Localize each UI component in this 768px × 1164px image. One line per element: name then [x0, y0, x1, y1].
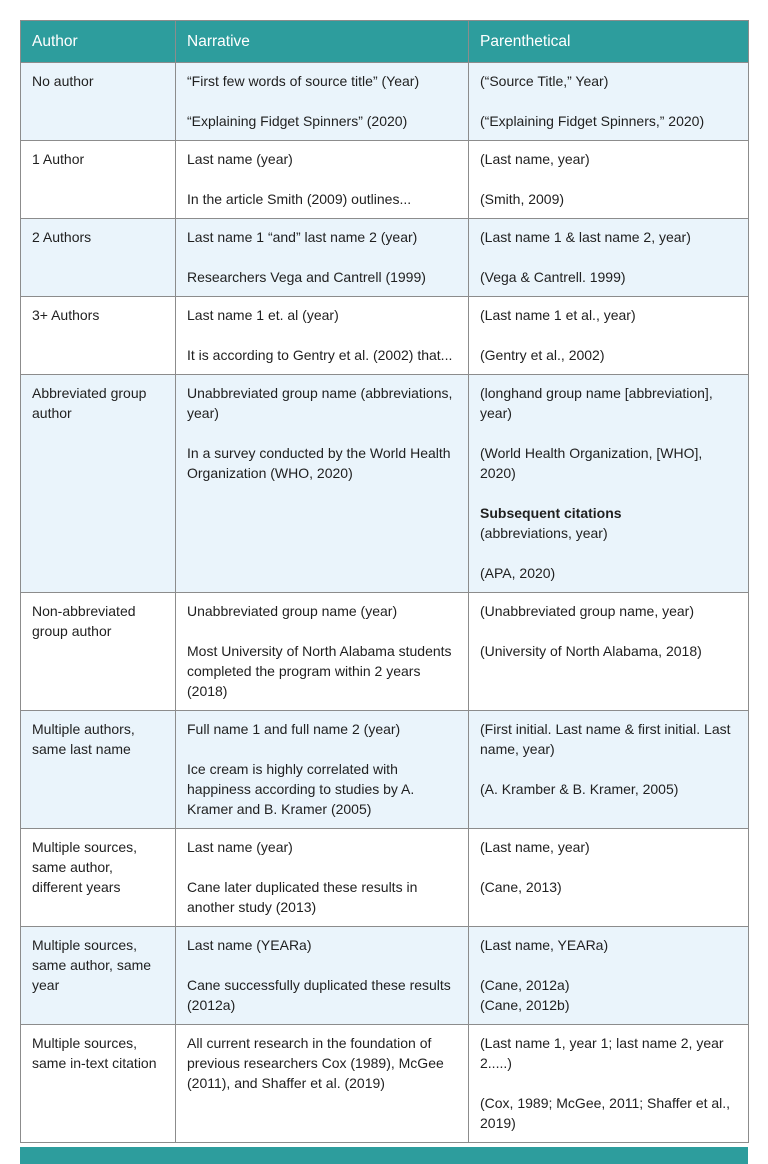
table-row	[21, 141, 749, 219]
parenthetical-cell	[469, 593, 749, 711]
paragraph: (Vega & Cantrell. 1999)	[480, 269, 626, 285]
narrative-cell	[176, 593, 469, 711]
paragraph: (“Source Title,” Year)	[480, 73, 609, 89]
paragraph: Ice cream is highly correlated with happiness according to studies by A. Kramer and B. Kramer (2005)	[187, 761, 415, 817]
author-cell: 1 Author	[21, 141, 176, 219]
author-cell: Multiple sources, same author, different years	[21, 829, 176, 927]
author-cell: Abbreviated group author	[21, 375, 176, 593]
narrative-cell	[176, 375, 469, 593]
author-cell: Multiple sources, same in-text citation	[21, 1025, 176, 1143]
author-cell: 2 Authors	[21, 219, 176, 297]
parenthetical-cell	[469, 927, 749, 1025]
paragraph: Last name (year)	[187, 151, 293, 167]
narrative-cell	[176, 829, 469, 927]
parenthetical-cell	[469, 141, 749, 219]
header-cell-parenthetical: Parenthetical	[469, 21, 749, 63]
table-row	[21, 593, 749, 711]
narrative-cell	[176, 141, 469, 219]
paragraph: (Cane, 2013)	[480, 879, 562, 895]
paragraph: (Last name 1 et al., year)	[480, 307, 636, 323]
paragraph: Unabbreviated group name (year)	[187, 603, 398, 619]
parenthetical-cell	[469, 711, 749, 829]
paragraph: (University of North Alabama, 2018)	[480, 643, 702, 659]
paragraph: (Cox, 1989; McGee, 2011; Shaffer et al., 2019)	[480, 1095, 731, 1131]
citation-table	[20, 20, 749, 1143]
paragraph: Last name 1 et. al (year)	[187, 307, 339, 323]
parenthetical-cell	[469, 219, 749, 297]
author-cell: No author	[21, 63, 176, 141]
paragraph: (longhand group name [abbreviation], year)	[480, 385, 713, 421]
table-row	[21, 829, 749, 927]
parenthetical-cell	[469, 297, 749, 375]
paragraph: In a survey conducted by the World Health Organization (WHO, 2020)	[187, 445, 451, 481]
header-cell-narrative: Narrative	[176, 21, 469, 63]
table-row	[21, 219, 749, 297]
paragraph: Last name (YEARa)	[187, 937, 312, 953]
author-cell: Multiple sources, same author, same year	[21, 927, 176, 1025]
bottom-teal-bar	[20, 1147, 748, 1164]
paragraph: (Last name, year)	[480, 151, 590, 167]
paragraph: Cane successfully duplicated these results (2012a)	[187, 977, 451, 1013]
paragraph: (Smith, 2009)	[480, 191, 565, 207]
paragraph: Unabbreviated group name (abbreviations, year)	[187, 385, 453, 421]
paragraph: Most University of North Alabama students completed the program within 2 years (2018)	[187, 643, 452, 699]
paragraph: All current research in the foundation of previous researchers Cox (1989), McGee (2011), and Shaffer et al. (2019)	[187, 1035, 444, 1091]
paragraph: (Last name, YEARa)	[480, 937, 609, 953]
table-header-row	[21, 21, 749, 63]
parenthetical-cell	[469, 1025, 749, 1143]
parenthetical-cell	[469, 829, 749, 927]
table-row	[21, 375, 749, 593]
paragraph: It is according to Gentry et al. (2002) that...	[187, 347, 453, 363]
author-cell: Multiple authors, same last name	[21, 711, 176, 829]
narrative-cell	[176, 927, 469, 1025]
narrative-cell	[176, 711, 469, 829]
narrative-cell	[176, 1025, 469, 1143]
narrative-cell	[176, 297, 469, 375]
narrative-cell	[176, 63, 469, 141]
paragraph: Last name 1 “and” last name 2 (year)	[187, 229, 418, 245]
header-cell-author: Author	[21, 21, 176, 63]
paragraph: (A. Kramber & B. Kramer, 2005)	[480, 781, 679, 797]
paragraph: (Unabbreviated group name, year)	[480, 603, 695, 619]
paragraph: In the article Smith (2009) outlines...	[187, 191, 412, 207]
table-row	[21, 711, 749, 829]
author-cell: 3+ Authors	[21, 297, 176, 375]
paragraph: Cane later duplicated these results in another study (2013)	[187, 879, 418, 915]
paragraph: (Gentry et al., 2002)	[480, 347, 605, 363]
narrative-cell	[176, 219, 469, 297]
paragraph: “First few words of source title” (Year)	[187, 73, 420, 89]
citation-table-body	[21, 63, 749, 1143]
table-row	[21, 63, 749, 141]
table-row	[21, 297, 749, 375]
parenthetical-cell	[469, 375, 749, 593]
paragraph: Subsequent citations (abbreviations, year)	[480, 505, 622, 541]
paragraph: (First initial. Last name & first initial. Last name, year)	[480, 721, 731, 757]
table-row	[21, 927, 749, 1025]
paragraph: Last name (year)	[187, 839, 293, 855]
table-row	[21, 1025, 749, 1143]
paragraph: (APA, 2020)	[480, 565, 556, 581]
paragraph: Researchers Vega and Cantrell (1999)	[187, 269, 426, 285]
paragraph: (Cane, 2012a) (Cane, 2012b)	[480, 977, 570, 1013]
paragraph: “Explaining Fidget Spinners” (2020)	[187, 113, 408, 129]
paragraph: (World Health Organization, [WHO], 2020)	[480, 445, 703, 481]
paragraph: (Last name 1 & last name 2, year)	[480, 229, 691, 245]
parenthetical-cell	[469, 63, 749, 141]
paragraph: Full name 1 and full name 2 (year)	[187, 721, 401, 737]
paragraph: (Last name, year)	[480, 839, 590, 855]
author-cell: Non-abbreviated group author	[21, 593, 176, 711]
paragraph: (“Explaining Fidget Spinners,” 2020)	[480, 113, 705, 129]
paragraph: (Last name 1, year 1; last name 2, year 2.....)	[480, 1035, 724, 1071]
